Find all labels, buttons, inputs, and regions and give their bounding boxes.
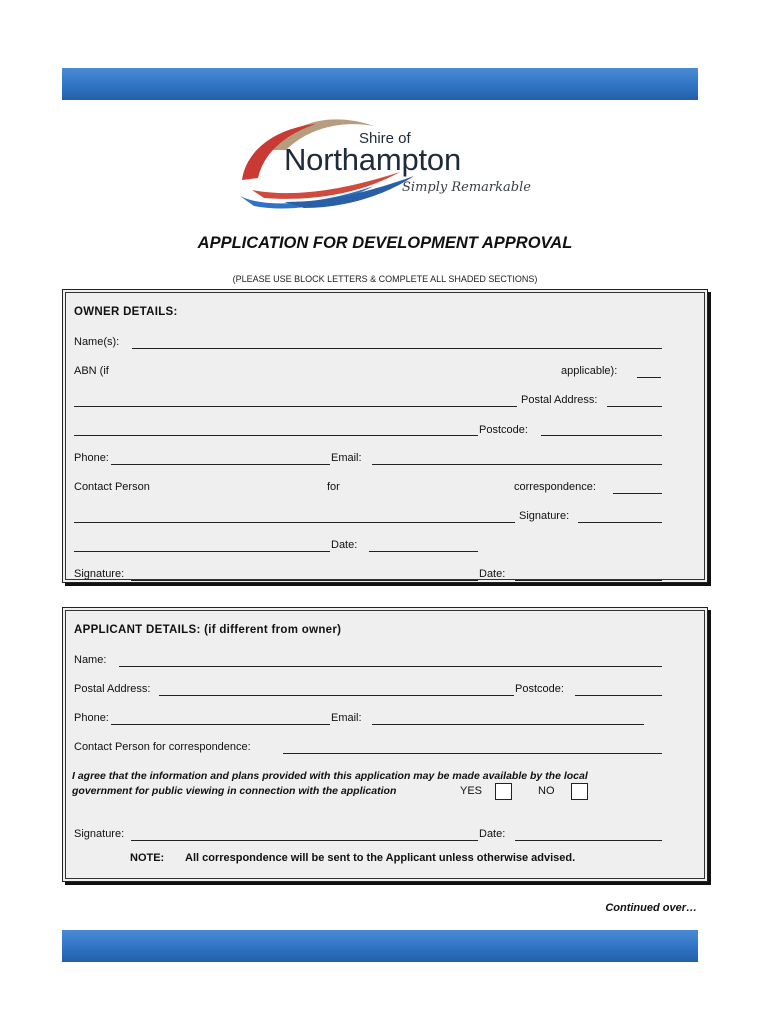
owner-abn-field[interactable] [637,377,661,378]
applicant-agree-text-line2: government for public viewing in connection with the application [72,785,397,797]
owner-postal-field-continued[interactable] [74,435,478,436]
applicant-signature-label: Signature: [74,828,125,840]
applicant-date-field[interactable] [515,840,662,841]
applicant-yes-checkbox[interactable] [495,783,512,800]
applicant-heading: APPLICANT DETAILS: (if different from owner) [74,624,342,636]
applicant-no-label: NO [538,785,555,797]
applicant-postal-label: Postal Address: [74,683,151,695]
header-band [62,68,698,100]
owner-signature2-label: Signature: [74,568,125,580]
applicant-no-checkbox[interactable] [571,783,588,800]
owner-names-label: Name(s): [74,336,120,348]
owner-contact-field-continued[interactable] [74,522,515,523]
owner-names-field[interactable] [132,348,662,349]
applicant-name-field[interactable] [119,666,662,667]
owner-date2-field[interactable] [515,580,662,581]
applicant-phone-label: Phone: [74,712,109,724]
owner-phone-field[interactable] [111,464,330,465]
owner-phone-label: Phone: [74,452,109,464]
owner-abn-label-start: ABN (if [74,365,109,377]
owner-signature2-field[interactable] [131,580,478,581]
owner-signature-field-continued[interactable] [74,551,330,552]
applicant-postcode-field[interactable] [575,695,662,696]
owner-abn-field-continued[interactable] [74,406,517,407]
footer-band [62,930,698,962]
owner-signature-label: Signature: [519,510,570,522]
owner-contact-label-start: Contact Person [74,481,150,493]
page-subtitle: (PLEASE USE BLOCK LETTERS & COMPLETE ALL SHADED SECTIONS) [232,274,538,284]
applicant-name-label: Name: [74,654,107,666]
applicant-contact-label: Contact Person for correspondence: [74,741,251,753]
owner-postal-field[interactable] [607,406,662,407]
applicant-postcode-label: Postcode: [515,683,564,695]
logo-name: Northampton [284,142,462,177]
applicant-signature-field[interactable] [131,840,478,841]
owner-email-label: Email: [331,452,362,464]
owner-signature-field[interactable] [578,522,662,523]
applicant-phone-field[interactable] [111,724,330,725]
owner-contact-field[interactable] [613,493,662,494]
owner-abn-label-end: applicable): [561,365,618,377]
owner-heading: OWNER DETAILS: [74,306,178,318]
owner-postcode-label: Postcode: [479,424,528,436]
logo-tagline: Simply Remarkable [402,180,531,195]
owner-date-label: Date: [331,539,358,551]
applicant-postal-field[interactable] [159,695,514,696]
shire-logo [224,110,546,216]
applicant-note-label: NOTE: [130,852,165,864]
owner-postal-label: Postal Address: [521,394,598,406]
continued-over-text: Continued over… [605,902,697,914]
logo-shire-of: Shire of [359,130,411,147]
page-title: APPLICATION FOR DEVELOPMENT APPROVAL [197,234,573,252]
applicant-date-label: Date: [479,828,506,840]
applicant-contact-field[interactable] [283,753,662,754]
applicant-email-label: Email: [331,712,362,724]
owner-email-field[interactable] [372,464,662,465]
applicant-email-field[interactable] [372,724,644,725]
applicant-note-text: All correspondence will be sent to the Applicant unless otherwise advised. [185,852,576,864]
applicant-details-section [62,607,708,882]
owner-contact-label-mid: for [327,481,340,493]
owner-date-field[interactable] [369,551,478,552]
applicant-agree-text-line1: I agree that the information and plans provided with this application may be made available by the local [72,770,588,782]
owner-contact-label-end: correspondence: [514,481,596,493]
owner-postcode-field[interactable] [541,435,662,436]
applicant-yes-label: YES [460,785,483,797]
owner-date2-label: Date: [479,568,506,580]
owner-details-section [62,289,708,583]
